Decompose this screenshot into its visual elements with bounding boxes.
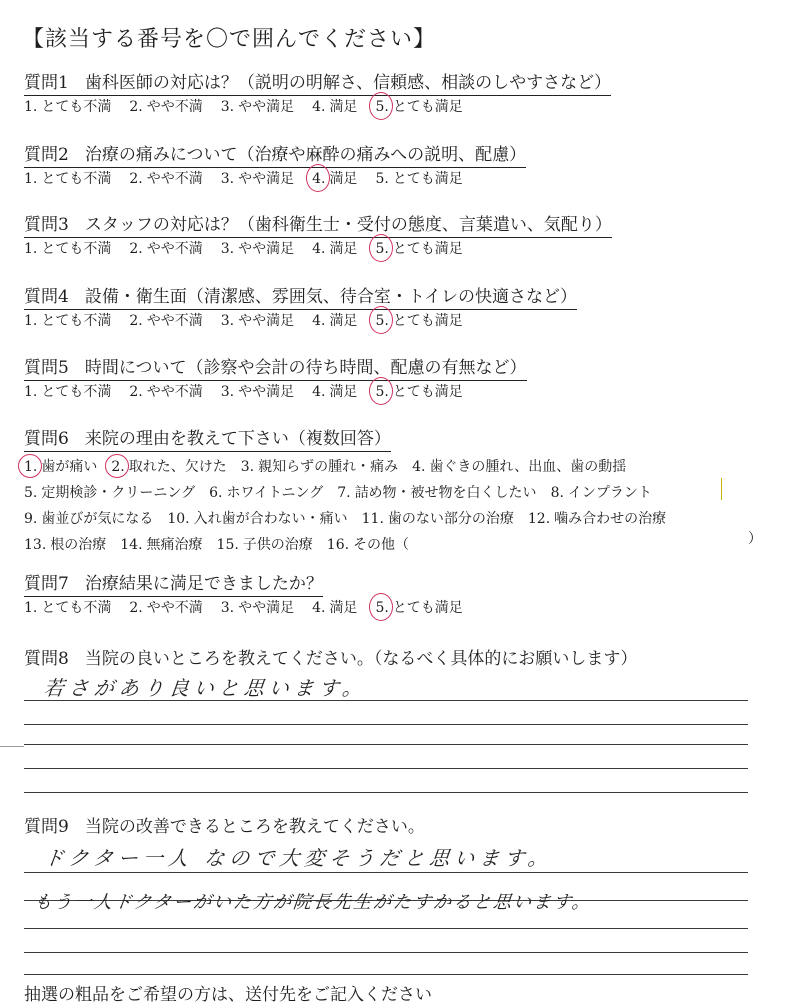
rating-option-label: 満足: [329, 384, 358, 400]
rating-option-3[interactable]: [221, 310, 294, 332]
question-2-text: 治療の痛みについて（治療や麻酔の痛みへの説明、配慮）: [84, 145, 527, 165]
question-3-options: [24, 238, 784, 260]
rating-option-number: 4.: [312, 600, 326, 616]
reason-option-10[interactable]: [167, 506, 347, 532]
rating-option-label: やや満足: [238, 171, 295, 187]
question-5-options: [24, 381, 784, 403]
reason-option-number: 7.: [337, 485, 351, 501]
question-7-heading: [24, 573, 323, 597]
other-close-paren: ）: [748, 531, 762, 547]
question-4-options: [24, 310, 784, 332]
rating-option-label: 満足: [329, 171, 358, 187]
question-1-number: 質問1: [24, 73, 69, 93]
rating-option-label: やや不満: [146, 384, 203, 400]
rating-option-1[interactable]: [24, 96, 111, 118]
reason-option-16[interactable]: [327, 532, 409, 558]
reason-option-label: 子供の治療: [242, 537, 313, 553]
question-9-text: 当院の改善できるところを教えてください。: [84, 817, 425, 837]
rating-option-number: 2.: [129, 99, 143, 115]
rating-option-label: とても不満: [41, 241, 112, 257]
rating-option-1[interactable]: [24, 168, 111, 190]
reason-option-number: 14.: [120, 537, 143, 553]
reason-option-number: 11.: [361, 511, 384, 527]
question-7: [24, 573, 784, 619]
question-6-heading: [24, 428, 391, 452]
rating-option-number: 5.: [375, 313, 389, 329]
rating-option-number: 1.: [24, 384, 38, 400]
question-3-text: スタッフの対応は？（歯科衛生士・受付の態度、言葉遣い、気配り）: [84, 215, 612, 235]
question-6-number: 質問6: [24, 429, 69, 449]
question-8-heading: [24, 648, 637, 671]
reason-option-label: 取れた、欠けた: [128, 459, 227, 475]
reason-option-7[interactable]: [337, 480, 536, 506]
rating-option-1[interactable]: [24, 310, 111, 332]
rating-option-label: やや満足: [238, 600, 295, 616]
question-9-number: 質問9: [24, 817, 69, 837]
rating-option-4[interactable]: [312, 597, 357, 619]
reason-option-label: 噛み合わせの治療: [554, 511, 667, 527]
reason-option-number: 13.: [24, 537, 47, 553]
rating-option-2[interactable]: [129, 597, 202, 619]
reason-option-label: ホワイトニング: [226, 485, 324, 501]
scan-edge-line: [0, 746, 24, 747]
rating-option-number: 1.: [24, 241, 38, 257]
rating-option-4[interactable]: [312, 96, 357, 118]
question-2: [24, 144, 784, 190]
rating-option-number: 1.: [24, 313, 38, 329]
question-8-text: 当院の良いところを教えてください。（なるべく具体的にお願いします）: [84, 649, 638, 669]
rating-option-number: 3.: [220, 384, 235, 400]
question-8-handwritten-answer: 若さがあり良いと思います。: [42, 676, 369, 700]
rating-option-label: やや満足: [238, 241, 295, 257]
rating-option-1[interactable]: [24, 238, 111, 260]
rating-option-number: 5.: [375, 384, 389, 400]
question-1-options: [24, 96, 784, 118]
question-3-number: 質問3: [24, 215, 69, 235]
reason-option-label: 入れ歯が合わない・痛い: [193, 511, 348, 527]
rating-option-number: 2.: [129, 600, 143, 616]
rating-option-number: 3.: [220, 171, 235, 187]
question-4-heading: [24, 286, 577, 310]
reason-option-number: 10.: [167, 511, 190, 527]
rating-option-number: 3.: [220, 313, 235, 329]
rating-option-4[interactable]: [312, 238, 357, 260]
reason-option-label: 定期検診・クリーニング: [41, 485, 196, 501]
reason-option-2[interactable]: [111, 454, 226, 480]
question-6: [24, 428, 784, 558]
rating-option-number: 1.: [24, 99, 38, 115]
rating-option-label: とても満足: [392, 600, 463, 616]
reason-option-3[interactable]: [241, 454, 398, 480]
reason-option-number: 16.: [326, 537, 350, 553]
rating-option-number: 2.: [129, 241, 143, 257]
reason-option-6[interactable]: [209, 480, 323, 506]
question-8: [24, 648, 784, 671]
question-4-number: 質問4: [24, 287, 69, 307]
rating-option-3[interactable]: [221, 381, 294, 403]
reason-row-1: [24, 454, 784, 480]
reason-option-number: 3.: [240, 459, 255, 475]
rating-option-label: とても不満: [41, 171, 112, 187]
footer-partial-text: 抽選の粗品をご希望の方は、送付先をご記入ください: [24, 985, 432, 1005]
rating-option-3[interactable]: [221, 597, 294, 619]
reason-row-3: [24, 506, 784, 532]
rating-option-number: 5.: [375, 241, 389, 257]
reason-option-4[interactable]: [412, 454, 626, 480]
rating-option-number: 4.: [312, 241, 326, 257]
reason-option-5[interactable]: [24, 480, 195, 506]
rating-option-5[interactable]: [375, 597, 462, 619]
question-7-number: 質問7: [24, 574, 69, 594]
reason-option-label: 根の治療: [50, 537, 107, 553]
question-9-handwritten-line-1: ドクター一人 なので大変そうだと思います。: [42, 846, 555, 870]
reason-option-number: 1.: [24, 459, 38, 475]
reason-option-label: 歯並びが気になる: [41, 511, 154, 527]
rating-option-number: 5.: [375, 600, 389, 616]
rating-option-2[interactable]: [129, 168, 202, 190]
rating-option-5[interactable]: [375, 238, 462, 260]
rating-option-number: 2.: [129, 313, 143, 329]
rating-option-label: とても満足: [392, 99, 463, 115]
question-7-text: 治療結果に満足できましたか？: [84, 574, 323, 594]
rating-option-5[interactable]: [375, 381, 462, 403]
rating-option-label: とても満足: [392, 171, 463, 187]
question-5-number: 質問5: [24, 358, 69, 378]
reason-row-4: [24, 532, 784, 558]
reason-option-number: 2.: [111, 459, 125, 475]
rating-option-label: とても不満: [41, 99, 112, 115]
rating-option-label: やや不満: [146, 171, 203, 187]
reason-option-label: 歯が痛い: [41, 459, 98, 475]
rating-option-5[interactable]: [375, 310, 462, 332]
rating-option-label: とても満足: [392, 384, 463, 400]
reason-option-label: その他（: [353, 537, 410, 553]
rating-option-label: 満足: [329, 241, 358, 257]
rating-option-number: 3.: [220, 241, 235, 257]
rating-option-number: 4.: [312, 384, 326, 400]
rating-option-label: やや不満: [146, 99, 203, 115]
reason-option-11[interactable]: [362, 506, 514, 532]
rating-option-number: 3.: [220, 600, 235, 616]
rating-option-number: 1.: [24, 171, 38, 187]
question-4-text: 設備・衛生面（清潔感、雰囲気、待合室・トイレの快適さなど）: [84, 287, 577, 307]
rating-option-3[interactable]: [221, 168, 294, 190]
rating-option-number: 3.: [220, 99, 235, 115]
rating-option-2[interactable]: [129, 96, 202, 118]
reason-option-number: 4.: [412, 459, 426, 475]
rating-option-2[interactable]: [129, 310, 202, 332]
question-3-heading: [24, 214, 612, 238]
rating-option-1[interactable]: [24, 381, 111, 403]
question-7-options: [24, 597, 784, 619]
rating-option-number: 5.: [375, 171, 389, 187]
reason-option-number: 12.: [527, 511, 551, 527]
rating-option-3[interactable]: [221, 96, 294, 118]
rating-option-label: とても不満: [41, 384, 112, 400]
reason-option-12[interactable]: [528, 506, 666, 532]
rating-option-label: やや満足: [238, 99, 295, 115]
reason-option-13[interactable]: [24, 532, 106, 558]
rating-option-number: 4.: [312, 99, 326, 115]
reason-option-label: 歯のない部分の治療: [387, 511, 514, 527]
question-5-heading: [24, 357, 527, 381]
rating-option-5[interactable]: [375, 96, 462, 118]
reason-option-8[interactable]: [551, 480, 652, 506]
rating-option-label: やや不満: [146, 241, 203, 257]
rating-option-label: 満足: [329, 313, 358, 329]
question-3: [24, 214, 784, 260]
rating-option-number: 5.: [375, 99, 389, 115]
rating-option-label: とても不満: [41, 313, 112, 329]
rating-option-label: 満足: [329, 99, 358, 115]
question-5: [24, 357, 784, 403]
instruction-title: 【該当する番号を〇で囲んでください】: [22, 27, 437, 52]
rating-option-label: やや不満: [146, 313, 203, 329]
rating-option-label: とても満足: [392, 313, 463, 329]
question-2-heading: [24, 144, 526, 168]
reason-option-number: 9.: [24, 511, 38, 527]
question-5-text: 時間について（診察や会計の待ち時間、配慮の有無など）: [84, 358, 527, 378]
reason-row-2: [24, 480, 784, 506]
rating-option-label: やや満足: [238, 313, 295, 329]
reason-option-1[interactable]: [24, 454, 97, 480]
question-8-number: 質問8: [24, 649, 69, 669]
rating-option-number: 4.: [312, 313, 326, 329]
question-2-number: 質問2: [24, 145, 69, 165]
reason-option-number: 5.: [24, 485, 38, 501]
question-1: [24, 72, 784, 118]
rating-option-number: 2.: [129, 384, 143, 400]
reason-option-label: 親知らずの腫れ・痛み: [258, 459, 399, 475]
rating-option-2[interactable]: [129, 238, 202, 260]
rating-option-3[interactable]: [221, 238, 294, 260]
rating-option-label: とても満足: [392, 241, 463, 257]
question-1-heading: [24, 72, 611, 96]
question-4: [24, 286, 784, 332]
question-6-text: 来院の理由を教えて下さい（複数回答）: [84, 429, 391, 449]
pencil-mark: [721, 478, 722, 500]
rating-option-label: 満足: [329, 600, 358, 616]
reason-option-number: 15.: [216, 537, 239, 553]
rating-option-4[interactable]: [312, 168, 357, 190]
reason-option-label: インプラント: [567, 485, 652, 501]
rating-option-4[interactable]: [312, 381, 357, 403]
rating-option-label: やや満足: [238, 384, 295, 400]
rating-option-2[interactable]: [129, 381, 202, 403]
question-9-handwritten-line-2: もう一人ドクターがいた方が院長先生がたすかると思います。: [32, 892, 593, 913]
question-9: [24, 816, 784, 839]
rating-option-label: とても不満: [41, 600, 112, 616]
reason-option-9[interactable]: [24, 506, 153, 532]
rating-option-number: 1.: [24, 600, 38, 616]
rating-option-4[interactable]: [312, 310, 357, 332]
rating-option-number: 2.: [129, 171, 143, 187]
question-2-options: [24, 168, 784, 190]
rating-option-label: やや不満: [146, 600, 203, 616]
question-1-text: 歯科医師の対応は？（説明の明解さ、信頼感、相談のしやすさなど）: [84, 73, 612, 93]
rating-option-5[interactable]: [375, 168, 462, 190]
reason-option-label: 無痛治療: [146, 537, 203, 553]
reason-option-label: 詰め物・被せ物を白くしたい: [354, 485, 537, 501]
reason-option-number: 8.: [550, 485, 564, 501]
reason-option-14[interactable]: [120, 532, 202, 558]
question-9-heading: [24, 816, 425, 839]
reason-option-label: 歯ぐきの腫れ、出血、歯の動揺: [429, 459, 627, 475]
rating-option-number: 4.: [312, 171, 326, 187]
reason-option-number: 6.: [209, 485, 223, 501]
rating-option-1[interactable]: [24, 597, 111, 619]
reason-option-15[interactable]: [217, 532, 313, 558]
